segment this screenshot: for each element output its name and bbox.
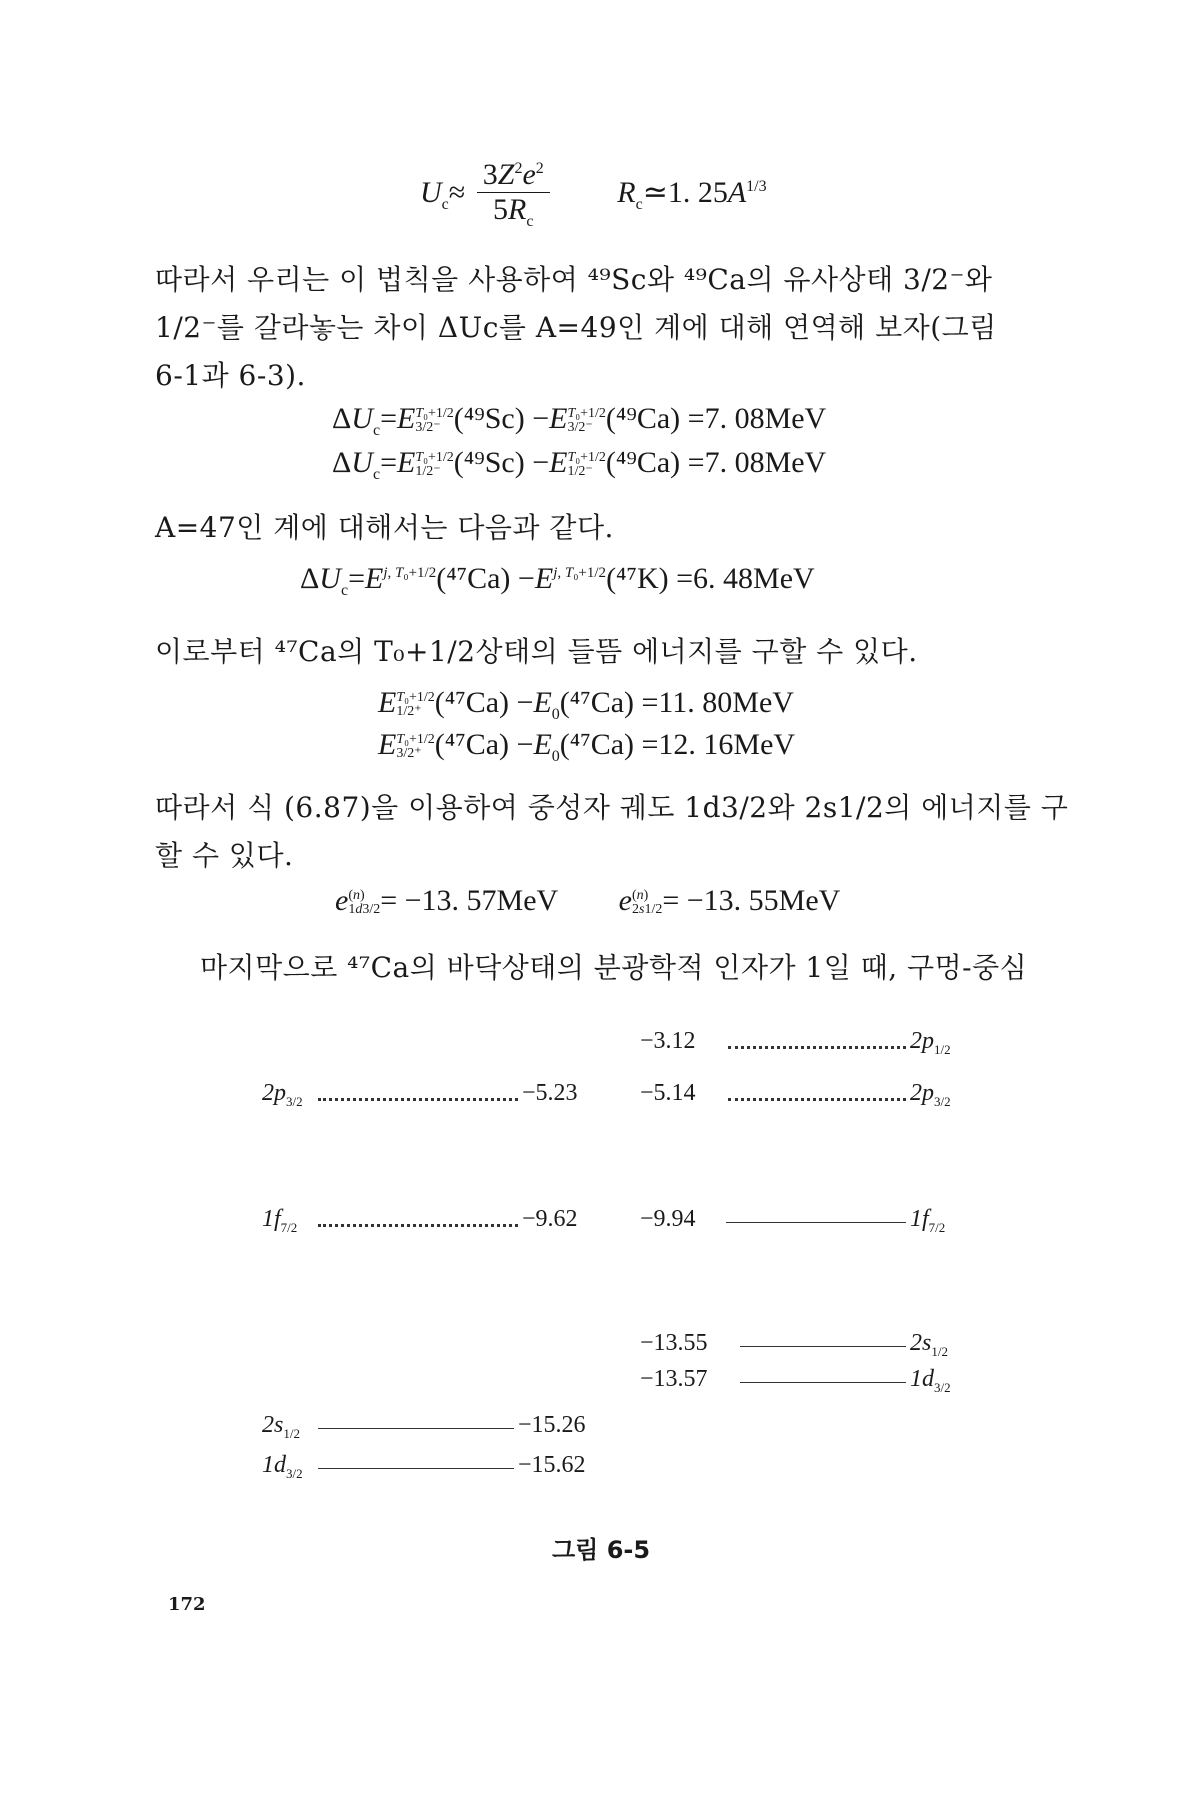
page-number: 172 xyxy=(168,1594,206,1615)
left-level-2s1-2-line xyxy=(318,1428,514,1429)
excitation-equation-3-2: E T₀+1/2 3/2⁺ $(^{47}Ca) -E_0(^{47}Ca) =12$. 16MeV xyxy=(378,728,796,765)
right-level-1f7-2 xyxy=(640,1206,696,1233)
left-level-1d3-2 xyxy=(518,1452,586,1479)
left-level-1d3-2-orbital: $1d_{3/2}$ xyxy=(262,1452,303,1481)
right-level-1d3-2-orbital: $1d_{3/2}$ xyxy=(910,1366,951,1395)
left-level-1f7-2-orbital: $1f_{7/2}$ xyxy=(262,1206,298,1235)
right-level-2p1-2 xyxy=(640,1028,696,1055)
level-energy: −5.14 xyxy=(640,1080,696,1106)
figure-caption: 그림 6-5 xyxy=(552,1536,651,1564)
paragraph-2: A=47인 계에 대해서는 다음과 같다. xyxy=(155,511,614,544)
paragraph-1-line-1: 따라서 우리는 이 법칙을 사용하여 ⁴⁹Sc와 ⁴⁹Ca의 유사상태 3/2⁻와 xyxy=(155,263,993,296)
left-level-1d3-2-line xyxy=(318,1468,514,1469)
left-level-2p3-2-line xyxy=(318,1098,518,1101)
right-level-2p3-2 xyxy=(640,1080,696,1107)
left-level-2p3-2-orbital: $2p_{3/2}$ xyxy=(262,1080,303,1109)
level-energy: −13.55 xyxy=(640,1330,708,1356)
coulomb-equation: $U_c\approx$ $\frac{3Z^2e^2}{5R_c}$ $R_c≃1$. $25A^{1/3}$ xyxy=(420,158,767,230)
right-level-2p1-2-orbital: $2p_{1/2}$ xyxy=(910,1028,951,1057)
paragraph-1-line-2: 1/2⁻를 갈라놓는 차이 ΔUc를 A=49인 계에 대해 연역해 보자(그림 xyxy=(155,311,997,344)
level-energy: −13.57 xyxy=(640,1366,708,1392)
paragraph-4-line-2: 할 수 있다. xyxy=(155,839,294,872)
right-level-1f7-2-line xyxy=(726,1222,906,1223)
right-level-2p1-2-line xyxy=(728,1046,906,1049)
level-energy: −5.23 xyxy=(522,1080,578,1106)
delta-uc-equation-3-2: $\Delta U_c=E$ T₀+1/2 3/2⁻ (⁴⁹Sc) −E T₀+1/2 3/2⁻ (⁴⁹Ca) =7. 08MeV xyxy=(332,402,827,439)
level-energy: −15.62 xyxy=(518,1452,586,1478)
right-level-2p3-2-orbital: $2p_{3/2}$ xyxy=(910,1080,951,1109)
excitation-equation-1-2: E T₀+1/2 1/2⁺ $(^{47}Ca) -E_0(^{47}Ca) =11$. 80MeV xyxy=(378,686,794,723)
paragraph-4-line-1: 따라서 식 (6.87)을 이용하여 중성자 궤도 1d3/2와 2s1/2의 에너지를 구 xyxy=(155,791,1069,824)
left-level-1f7-2 xyxy=(522,1206,578,1233)
right-level-1d3-2 xyxy=(640,1366,708,1393)
delta-uc-equation-1-2: $\Delta U_c=E$ T₀+1/2 1/2⁻ (⁴⁹Sc) −E T₀+1/2 1/2⁻ (⁴⁹Ca) =7. 08MeV xyxy=(332,446,827,483)
right-level-1f7-2-orbital: $1f_{7/2}$ xyxy=(910,1206,946,1235)
left-level-2s1-2-orbital: $2s_{1/2}$ xyxy=(262,1412,300,1441)
left-level-1f7-2-line xyxy=(318,1224,518,1227)
paragraph-1-line-3: 6-1과 6-3). xyxy=(155,359,306,392)
level-energy: −15.26 xyxy=(518,1412,586,1438)
neutron-energy-equation: e (n) 1d3/2 = −13. 57MeV e (n) 2s1/2 = −13. 55MeV xyxy=(335,884,841,918)
level-energy: −3.12 xyxy=(640,1028,696,1054)
paragraph-3: 이로부터 ⁴⁷Ca의 T₀+1/2상태의 들뜸 에너지를 구할 수 있다. xyxy=(155,635,918,668)
level-energy: −9.62 xyxy=(522,1206,578,1232)
right-level-2s1-2-line xyxy=(740,1346,906,1347)
right-level-1d3-2-line xyxy=(740,1382,906,1383)
left-level-2s1-2 xyxy=(518,1412,586,1439)
delta-uc-equation-a47: $\Delta U_c=E^{j, T_0+1/2}(^{47}Ca) -E^{j, T_0+1/2}(^{47}K) =6$. 48MeV xyxy=(300,562,815,599)
level-energy: −9.94 xyxy=(640,1206,696,1232)
right-level-2p3-2-line xyxy=(728,1098,906,1101)
right-level-2s1-2-orbital: $2s_{1/2}$ xyxy=(910,1330,948,1359)
paragraph-5: 마지막으로 ⁴⁷Ca의 바닥상태의 분광학적 인자가 1일 때, 구멍-중심 xyxy=(200,951,1028,984)
right-level-2s1-2 xyxy=(640,1330,708,1357)
left-level-2p3-2 xyxy=(522,1080,578,1107)
